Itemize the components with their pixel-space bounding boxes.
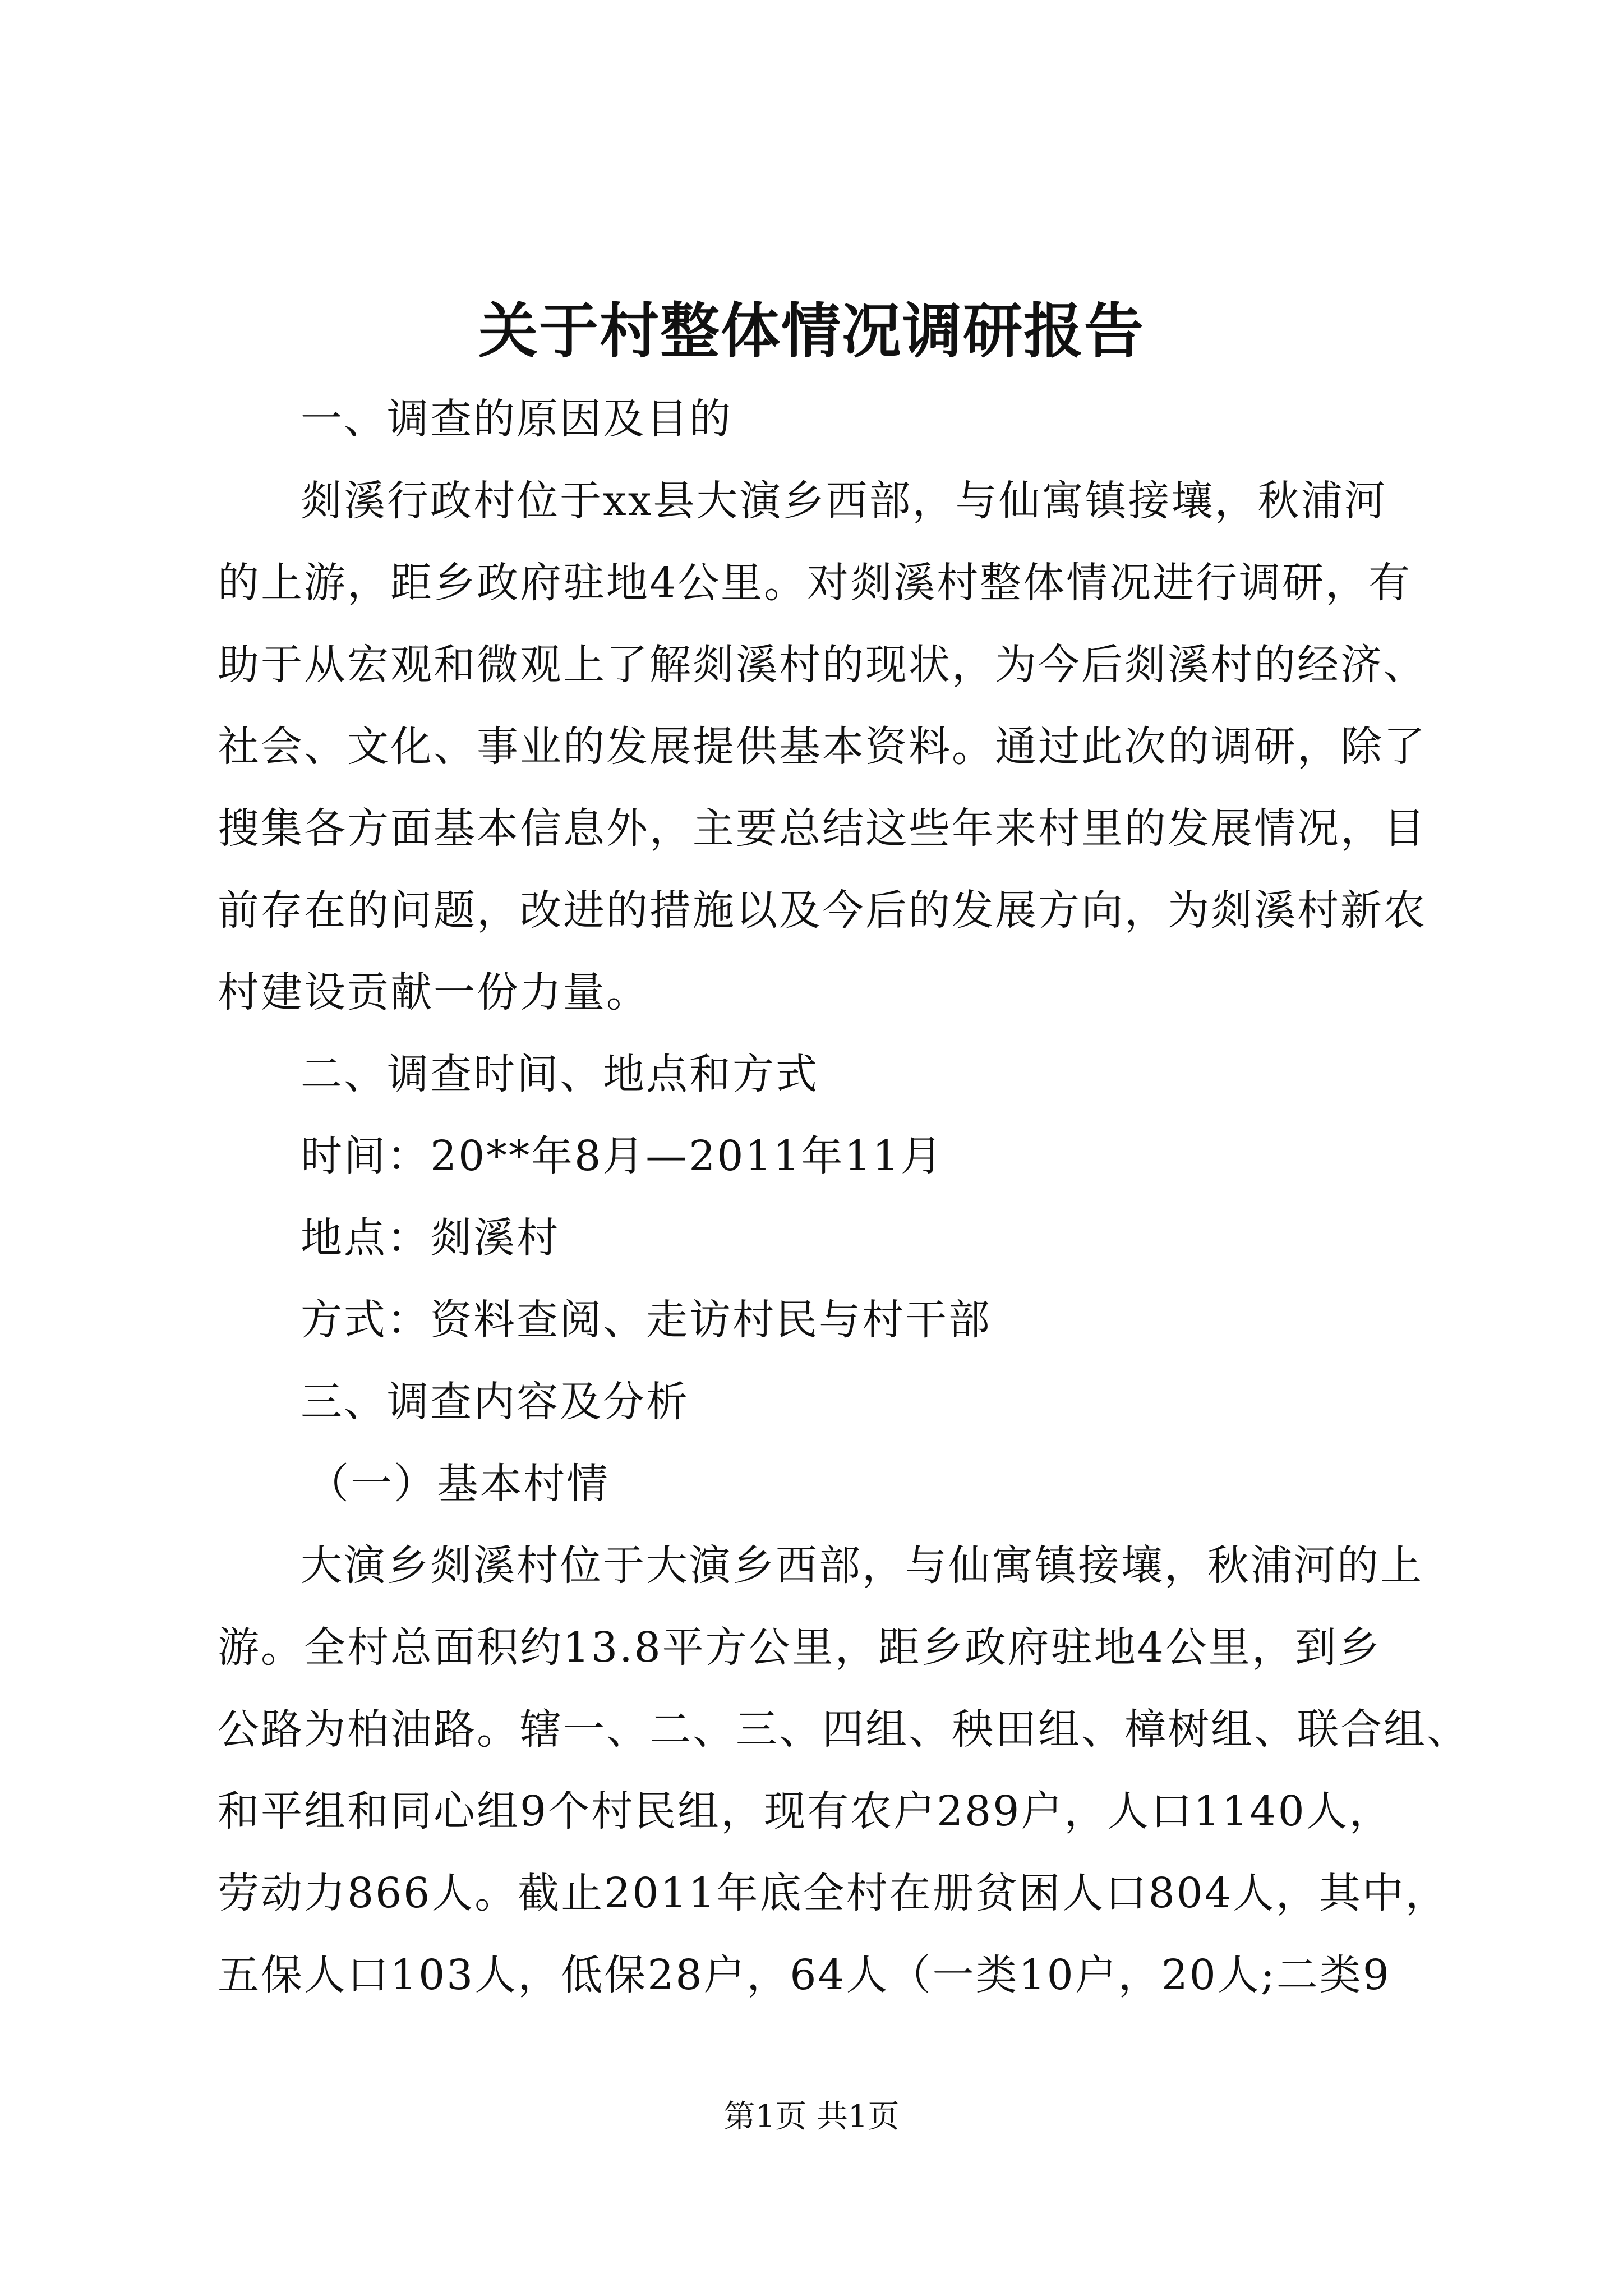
paragraph-line: 和平组和同心组9个村民组，现有农户289户，人口1140人， xyxy=(218,1787,1393,1835)
paragraph-line: 的上游，距乡政府驻地4公里。对剡溪村整体情况进行调研，有 xyxy=(218,559,1412,607)
subsection-heading-1: （一）基本村情 xyxy=(307,1460,610,1508)
section-heading-1: 一、调查的原因及目的 xyxy=(301,395,732,443)
survey-time: 时间：20**年8月—2011年11月 xyxy=(301,1132,944,1180)
survey-method: 方式：资料查阅、走访村民与村干部 xyxy=(301,1296,992,1344)
paragraph-line: 村建设贡献一份力量。 xyxy=(218,968,649,1016)
page-footer: 第1页 共1页 xyxy=(723,2099,900,2135)
paragraph-line: 社会、文化、事业的发展提供基本资料。通过此次的调研，除了 xyxy=(218,723,1427,771)
paragraph-line: 游。全村总面积约13.8平方公里，距乡政府驻地4公里，到乡 xyxy=(218,1623,1381,1672)
paragraph-line: 劳动力866人。截止2011年底全村在册贫困人口804人，其中， xyxy=(218,1869,1449,1917)
section-heading-3: 三、调查内容及分析 xyxy=(301,1378,689,1426)
document-title: 关于村整体情况调研报告 xyxy=(478,296,1145,366)
document-body xyxy=(218,378,1470,2016)
paragraph-line: 大演乡剡溪村位于大演乡西部，与仙寓镇接壤，秋浦河的上 xyxy=(301,1542,1423,1590)
paragraph-line: 剡溪行政村位于xx县大演乡西部，与仙寓镇接壤，秋浦河 xyxy=(301,477,1387,525)
paragraph-line: 搜集各方面基本信息外，主要总结这些年来村里的发展情况，目 xyxy=(218,804,1427,853)
section-heading-2: 二、调查时间、地点和方式 xyxy=(301,1050,819,1098)
paragraph-line: 五保人口103人，低保28户，64人（一类10户，20人;二类9 xyxy=(218,1951,1391,1999)
survey-location: 地点：剡溪村 xyxy=(301,1214,560,1262)
paragraph-line: 公路为柏油路。辖一、二、三、四组、秧田组、樟树组、联合组、 xyxy=(218,1705,1470,1754)
paragraph-line: 前存在的问题，改进的措施以及今后的发展方向，为剡溪村新农 xyxy=(218,886,1427,935)
paragraph-line: 助于从宏观和微观上了解剡溪村的现状，为今后剡溪村的经济、 xyxy=(218,641,1427,689)
